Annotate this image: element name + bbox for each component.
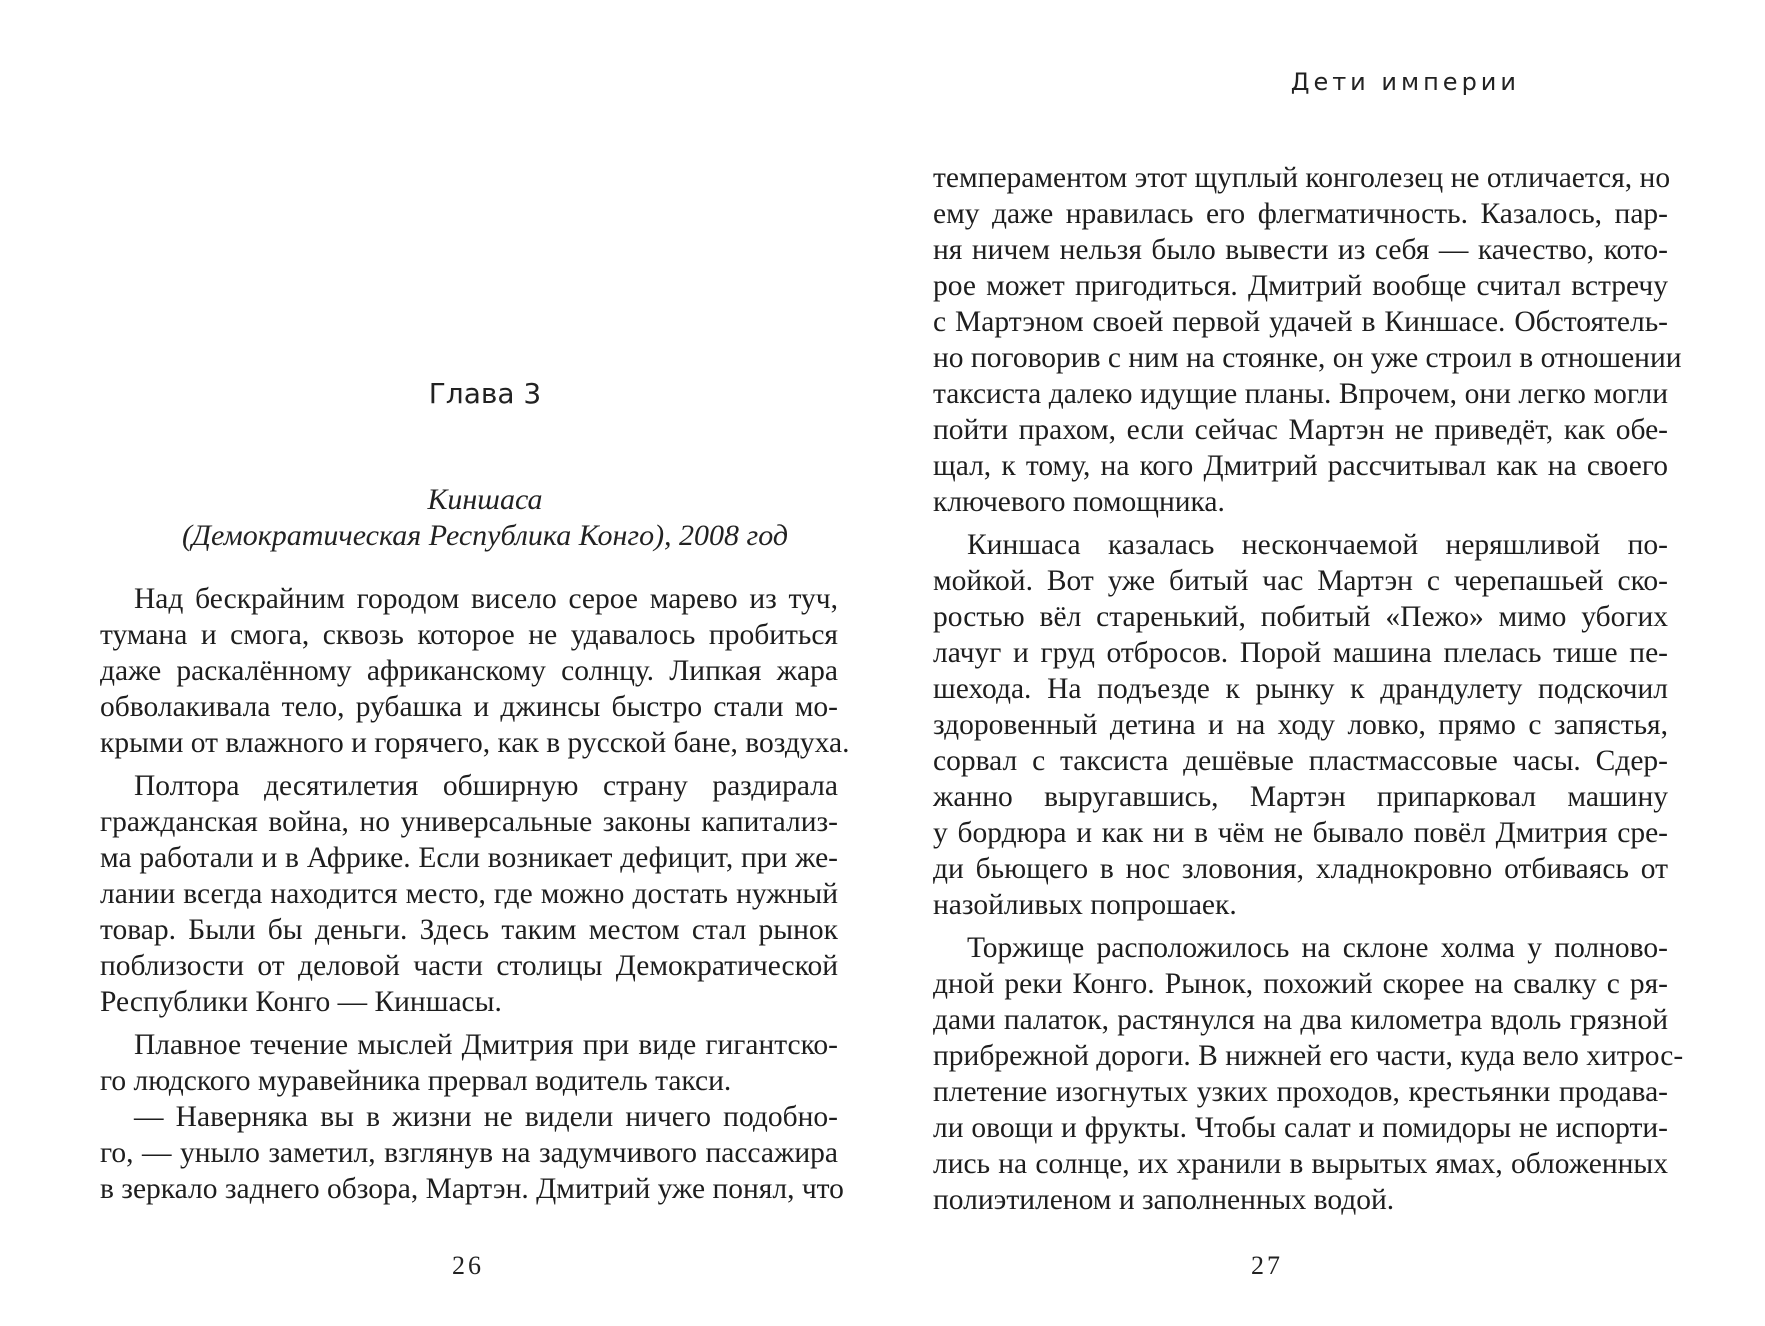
text-line: обволакивала тело, рубашка и джинсы быстро стали мо- bbox=[100, 691, 838, 723]
text-line: го, — уныло заметил, взглянув на задумчивого пассажира bbox=[100, 1137, 838, 1169]
text-line: дной реки Конго. Рынок, похожий скорее на свалку с ря- bbox=[933, 968, 1668, 1000]
text-line: таксиста далеко идущие планы. Впрочем, они легко могли bbox=[933, 378, 1668, 410]
text-line: щал, к тому, на кого Дмитрий рассчитывал как на своего bbox=[933, 450, 1668, 482]
text-line: жанно выругавшись, Мартэн припарковал машину bbox=[933, 781, 1668, 813]
text-line: ма работали и в Африке. Если возникает дефицит, при же- bbox=[100, 842, 838, 874]
text-line: с Мартэном своей первой удачей в Киншасе. Обстоятель- bbox=[933, 306, 1668, 338]
text-line: лачуг и груд отбросов. Порой машина плелась тише пе- bbox=[933, 637, 1668, 669]
text-line: крыми от влажного и горячего, как в русской бане, воздуха. bbox=[100, 727, 850, 759]
text-line: лись на солнце, их хранили в вырытых ямах, обложенных bbox=[933, 1148, 1668, 1180]
text-line: Плавное течение мыслей Дмитрия при виде гигантско- bbox=[134, 1029, 838, 1061]
text-line: ростью вёл старенький, побитый «Пежо» мимо убогих bbox=[933, 601, 1668, 633]
text-line: шехода. На подъезде к рынку к драндулету подскочил bbox=[933, 673, 1668, 705]
chapter-place-city: Киншаса bbox=[427, 483, 543, 516]
text-line: но поговорив с ним на стоянке, он уже строил в отношении bbox=[933, 342, 1682, 374]
text-line: Торжище расположилось на склоне холма у полново- bbox=[967, 932, 1668, 964]
text-line: назойливых попрошаек. bbox=[933, 889, 1237, 921]
text-line: Полтора десятилетия обширную страну раздирала bbox=[134, 770, 838, 802]
text-line: пойти прахом, если сейчас Мартэн не приведёт, как обе- bbox=[933, 414, 1668, 446]
text-line: ди бьющего в нос зловония, хладнокровно отбиваясь от bbox=[933, 853, 1668, 885]
text-line: в зеркало заднего обзора, Мартэн. Дмитрий уже понял, что bbox=[100, 1173, 844, 1205]
text-line: Киншаса казалась нескончаемой неряшливой по- bbox=[967, 529, 1668, 561]
text-line: го людского муравейника прервал водитель такси. bbox=[100, 1065, 732, 1097]
text-line: дами палаток, растянулся на два километра вдоль грязной bbox=[933, 1004, 1668, 1036]
text-line: гражданская война, но универсальные законы капитализ- bbox=[100, 806, 838, 838]
text-line: — Наверняка вы в жизни не видели ничего подобно- bbox=[134, 1101, 838, 1133]
text-line: Республики Конго — Киншасы. bbox=[100, 986, 502, 1018]
page-number-left: 26 bbox=[452, 1251, 484, 1280]
text-line: Над бескрайним городом висело серое марево из туч, bbox=[134, 583, 838, 615]
chapter-title: Глава 3 bbox=[428, 377, 542, 410]
text-line: ключевого помощника. bbox=[933, 486, 1225, 518]
text-line: темпераментом этот щуплый конголезец не отличается, но bbox=[933, 162, 1671, 194]
left-page bbox=[0, 0, 880, 1326]
text-line: рое может пригодиться. Дмитрий вообще считал встречу bbox=[933, 270, 1668, 302]
text-line: плетение изогнутых узких проходов, крестьянки продава- bbox=[933, 1076, 1668, 1108]
right-page bbox=[880, 0, 1765, 1326]
text-line: сорвал с таксиста дешёвые пластмассовые часы. Сдер- bbox=[933, 745, 1668, 777]
text-line: ли овощи и фрукты. Чтобы салат и помидоры не испорти- bbox=[933, 1112, 1668, 1144]
text-line: ня ничем нельзя было вывести из себя — качество, кото- bbox=[933, 234, 1668, 266]
text-line: тумана и смога, сквозь которое не удавалось пробиться bbox=[100, 619, 838, 651]
text-line: поблизости от деловой части столицы Демократической bbox=[100, 950, 838, 982]
text-line: мойкой. Вот уже битый час Мартэн с черепашьей ско- bbox=[933, 565, 1668, 597]
text-line: товар. Были бы деньги. Здесь таким местом стал рынок bbox=[100, 914, 838, 946]
text-line: полиэтиленом и заполненных водой. bbox=[933, 1184, 1395, 1216]
running-head: Дети империи bbox=[1290, 68, 1520, 96]
text-line: у бордюра и как ни в чём не бывало повёл Дмитрия сре- bbox=[933, 817, 1668, 849]
chapter-place-country-year: (Демократическая Республика Конго), 2008 год bbox=[181, 519, 789, 552]
text-line: здоровенный детина и на ходу ловко, прямо с запястья, bbox=[933, 709, 1668, 741]
text-line: ему даже нравилась его флегматичность. Казалось, пар- bbox=[933, 198, 1668, 230]
page-number-right: 27 bbox=[1251, 1251, 1283, 1280]
text-line: даже раскалённому африканскому солнцу. Липкая жара bbox=[100, 655, 838, 687]
text-line: прибрежной дороги. В нижней его части, куда вело хитрос- bbox=[933, 1040, 1684, 1072]
text-line: лании всегда находится место, где можно достать нужный bbox=[100, 878, 838, 910]
